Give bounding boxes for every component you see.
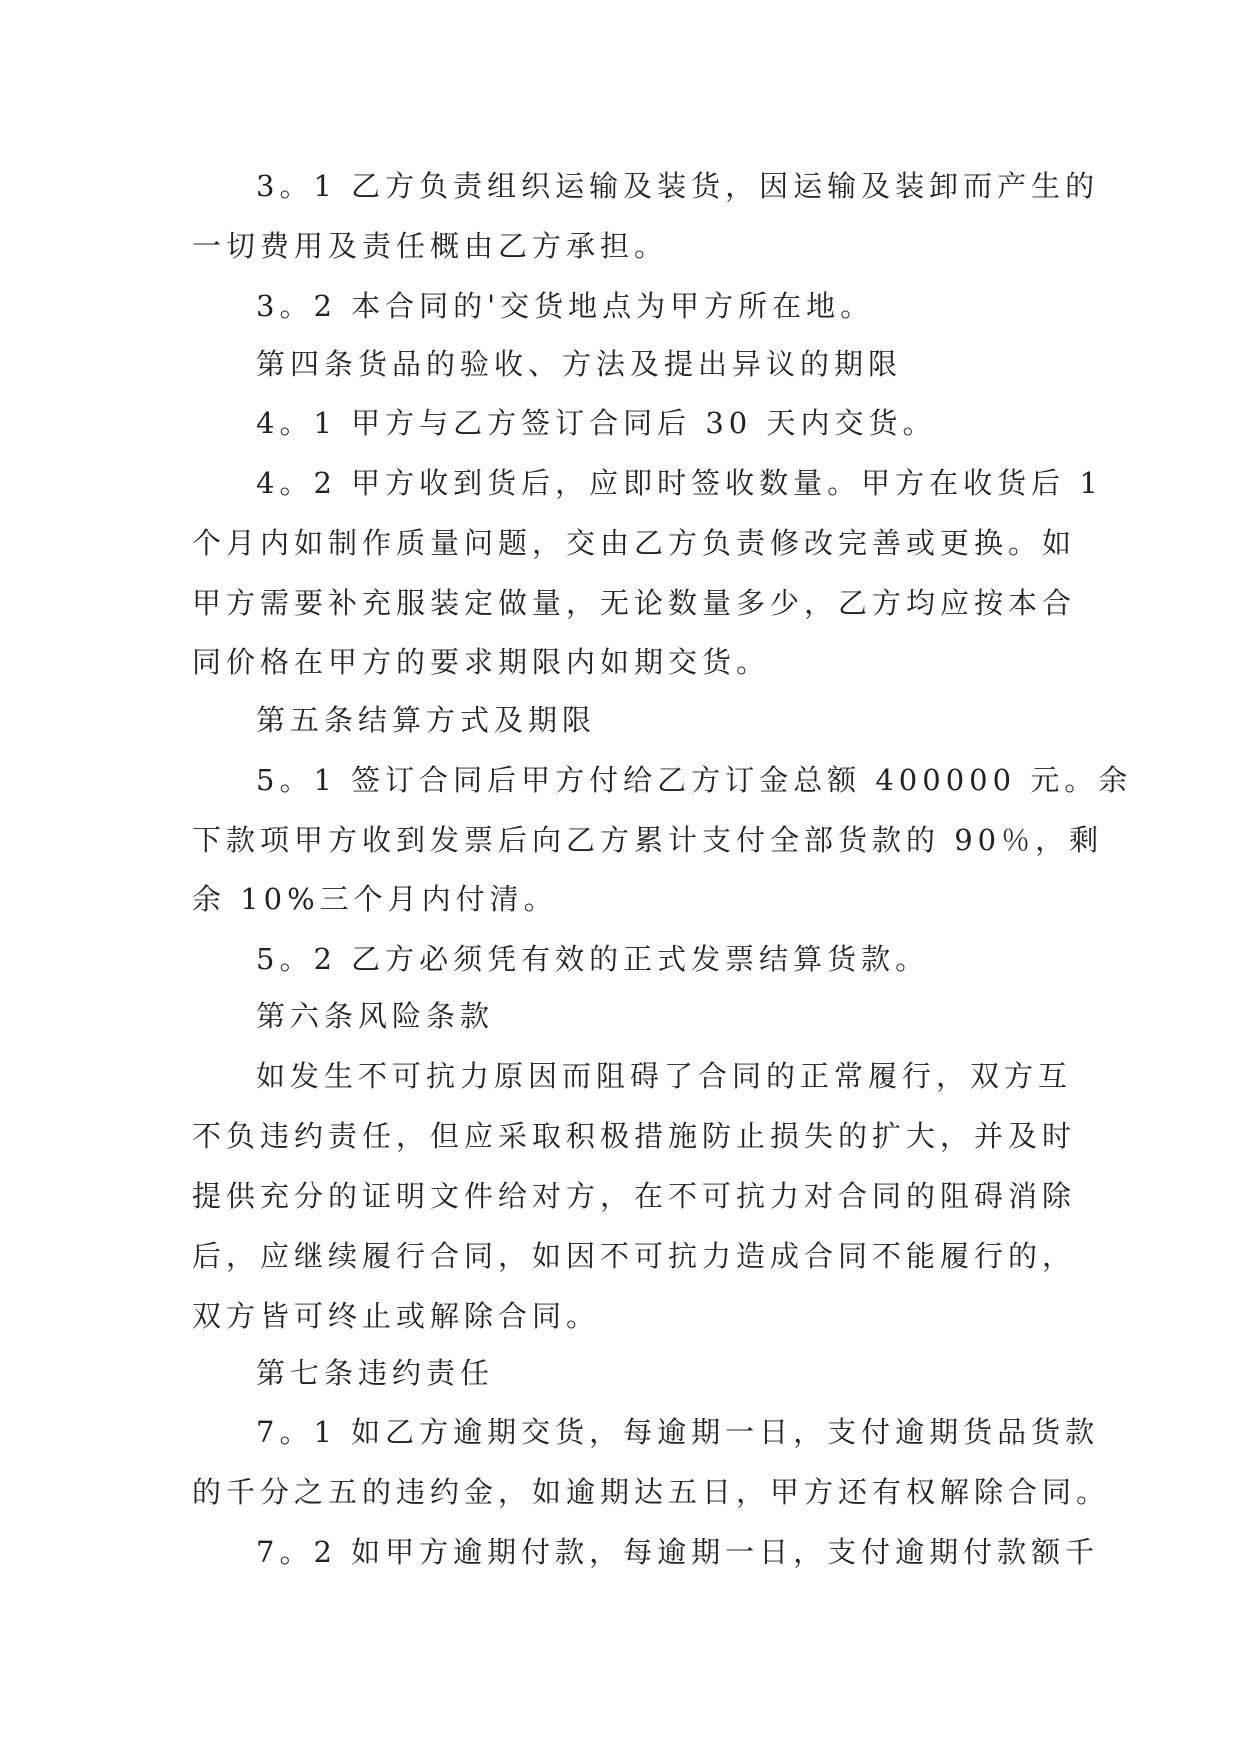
- clause-4-2-line-1: 4。2 甲方收到货后，应即时签收数量。甲方在收货后 1: [256, 466, 1103, 500]
- clause-5-1-line-2: 下款项甲方收到发票后向乙方累计支付全部货款的 90％，剩: [192, 823, 1104, 857]
- article-6-line-2: 不负违约责任，但应采取积极措施防止损失的扩大，并及时: [192, 1119, 1077, 1153]
- clause-4-2-line-2: 个月内如制作质量问题，交由乙方负责修改完善或更换。如: [192, 526, 1077, 560]
- article-6-line-3: 提供充分的证明文件给对方，在不可抗力对合同的阻碍消除: [192, 1179, 1077, 1213]
- article-6-line-4: 后，应继续履行合同，如因不可抗力造成合同不能履行的，: [192, 1239, 1077, 1273]
- clause-4-2-line-3: 甲方需要补充服装定做量，无论数量多少，乙方均应按本合: [192, 586, 1077, 620]
- article-5-heading: 第五条结算方式及期限: [256, 703, 597, 737]
- clause-7-1-line-1: 7。1 如乙方逾期交货，每逾期一日，支付逾期货品货款: [256, 1415, 1100, 1449]
- article-6-line-1: 如发生不可抗力原因而阻碍了合同的正常履行，双方互: [256, 1059, 1073, 1093]
- clause-4-1: 4。1 甲方与乙方签订合同后 30 天内交货。: [256, 406, 937, 440]
- clause-5-1-line-1: 5。1 签订合同后甲方付给乙方订金总额 400000 元。余: [256, 763, 1133, 797]
- clause-5-2: 5。2 乙方必须凭有效的正式发票结算货款。: [256, 942, 930, 976]
- clause-7-2-line-1: 7。2 如甲方逾期付款，每逾期一日，支付逾期付款额千: [256, 1535, 1100, 1569]
- article-6-line-5: 双方皆可终止或解除合同。: [192, 1299, 601, 1333]
- clause-3-2: 3。2 本合同的'交货地点为甲方所在地。: [256, 289, 875, 323]
- clause-7-1-line-2: 的千分之五的违约金，如逾期达五日，甲方还有权解除合同。: [192, 1475, 1111, 1509]
- article-7-heading: 第七条违约责任: [256, 1356, 495, 1390]
- article-4-heading: 第四条货品的验收、方法及提出异议的期限: [256, 347, 903, 381]
- clause-4-2-line-4: 同价格在甲方的要求期限内如期交货。: [192, 645, 771, 679]
- article-6-heading: 第六条风险条款: [256, 999, 495, 1033]
- clause-3-1-line-2: 一切费用及责任概由乙方承担。: [192, 229, 669, 263]
- clause-5-1-line-3: 余 10%三个月内付清。: [192, 882, 558, 916]
- clause-3-1-line-1: 3。1 乙方负责组织运输及装货，因运输及装卸而产生的: [256, 169, 1100, 203]
